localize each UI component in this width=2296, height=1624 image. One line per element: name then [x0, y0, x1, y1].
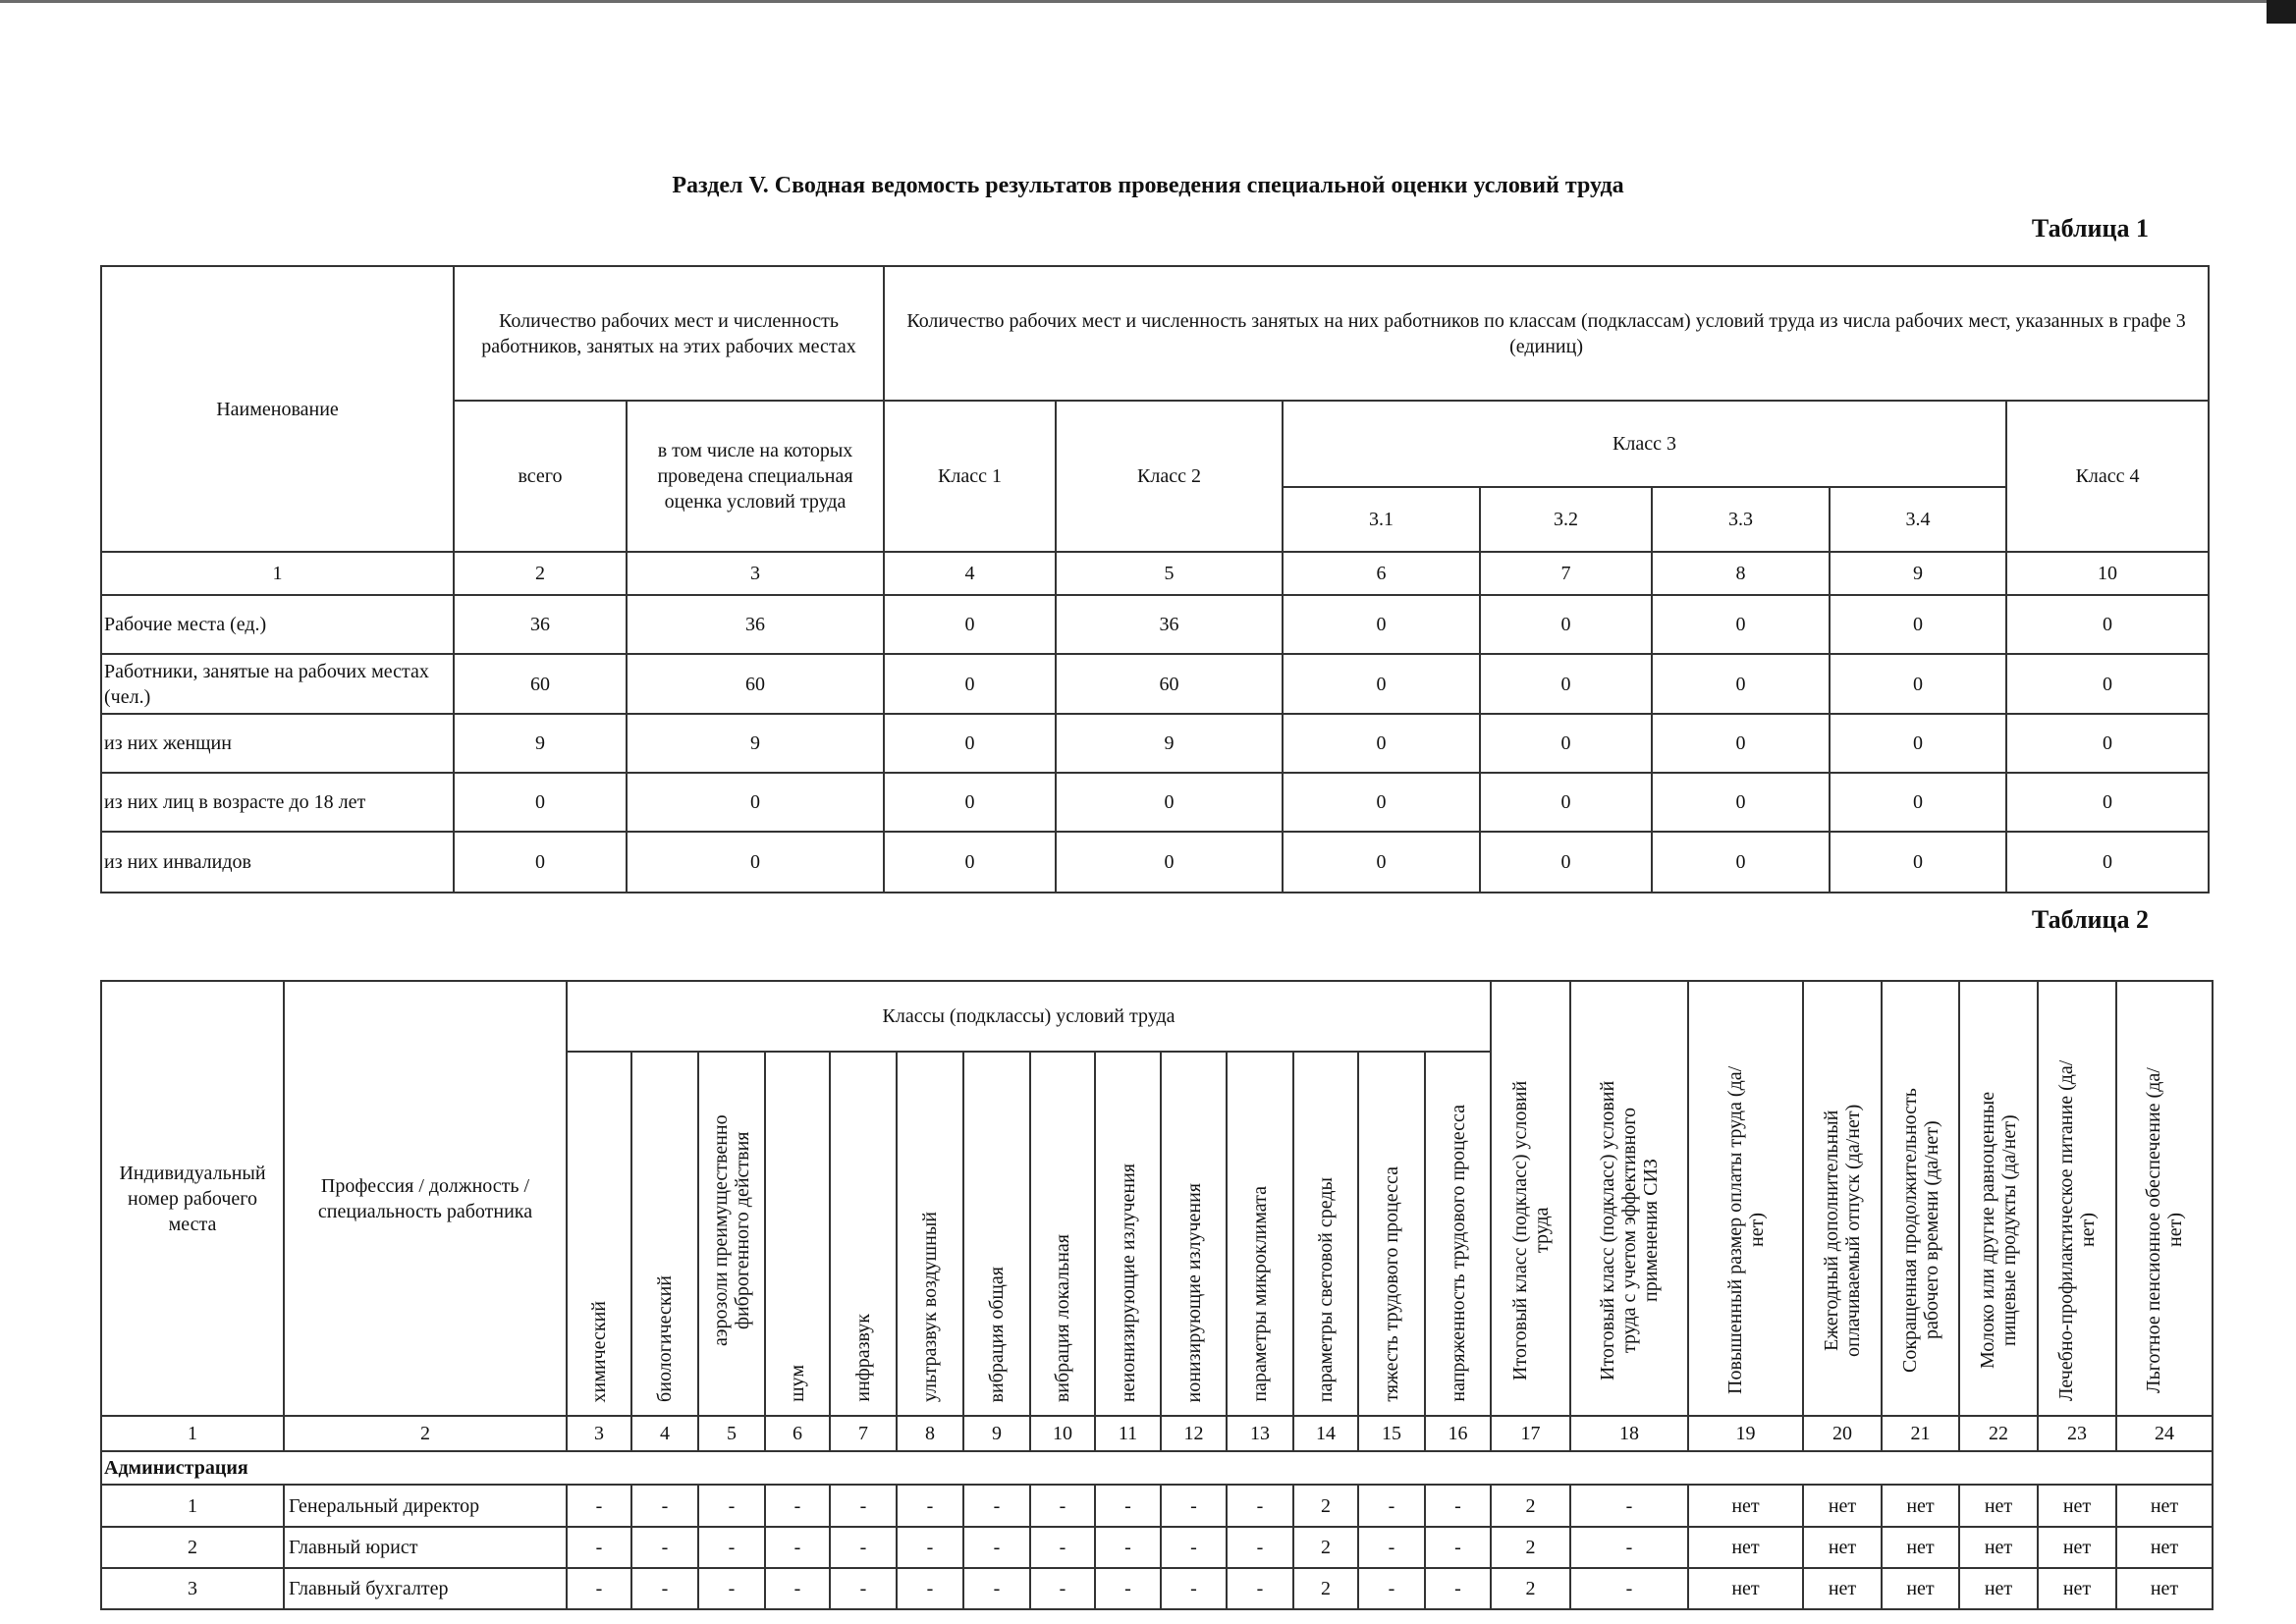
header-increased-pay: [1688, 981, 1803, 1416]
cell-value: -: [1358, 1527, 1425, 1568]
column-number: 21: [1882, 1416, 1959, 1451]
cell-value: нет: [1803, 1485, 1882, 1527]
cell-value: 2: [1491, 1485, 1570, 1527]
column-number: 9: [963, 1416, 1030, 1451]
cell-value: нет: [2038, 1527, 2116, 1568]
cell-value: 36: [454, 595, 627, 654]
row-label: из них лиц в возрасте до 18 лет: [101, 773, 454, 832]
cell-value: 2: [101, 1527, 284, 1568]
cell-value: нет: [2038, 1485, 2116, 1527]
column-number: 1: [101, 1416, 284, 1451]
cell-value: 0: [2006, 595, 2209, 654]
factor-label: неионизирующие излучения: [1117, 1163, 1139, 1402]
cell-value: 60: [1056, 654, 1283, 714]
cell-value: 0: [627, 832, 884, 893]
cell-value: нет: [2116, 1485, 2213, 1527]
header-factor: [1425, 1052, 1491, 1416]
cell-value: 0: [1480, 773, 1652, 832]
department-row: Администрация: [101, 1451, 2213, 1485]
factor-label: напряженность трудового процесса: [1447, 1105, 1469, 1402]
header-extra-leave: [1803, 981, 1882, 1416]
cell-value: -: [631, 1527, 698, 1568]
column-number: 17: [1491, 1416, 1570, 1451]
cell-value: нет: [1959, 1527, 2038, 1568]
factor-label: вибрация общая: [986, 1266, 1008, 1402]
cell-value: 0: [1283, 832, 1480, 893]
column-number: 22: [1959, 1416, 2038, 1451]
cell-value: -: [765, 1527, 830, 1568]
column-number: 4: [884, 552, 1056, 595]
column-number: 23: [2038, 1416, 2116, 1451]
header-total: всего: [454, 401, 627, 552]
header-reduced-hours-label: Сокращенная продолжительность рабочего времени (да/нет): [1898, 1088, 1942, 1373]
column-number: 12: [1161, 1416, 1227, 1451]
column-number: 15: [1358, 1416, 1425, 1451]
column-number: 14: [1293, 1416, 1358, 1451]
column-number: 13: [1227, 1416, 1293, 1451]
header-workplaces-group: Количество рабочих мест и численность работников, занятых на этих рабочих местах: [454, 266, 884, 401]
cell-value: -: [1030, 1485, 1095, 1527]
cell-value: 0: [1056, 773, 1283, 832]
cell-value: 0: [2006, 832, 2209, 893]
cell-value: -: [963, 1485, 1030, 1527]
header-class-2: Класс 2: [1056, 401, 1283, 552]
header-class-3: Класс 3: [1283, 401, 2006, 487]
position-name: Генеральный директор: [284, 1485, 567, 1527]
cell-value: -: [765, 1568, 830, 1609]
column-number: 7: [830, 1416, 897, 1451]
table-row: [101, 714, 2209, 773]
header-factor: [1227, 1052, 1293, 1416]
cell-value: 0: [1652, 595, 1830, 654]
header-pension-label: Льготное пенсионное обеспечение (да/нет): [2143, 1067, 2186, 1393]
cell-value: -: [963, 1568, 1030, 1609]
cell-value: 9: [454, 714, 627, 773]
cell-value: 2: [1293, 1485, 1358, 1527]
table-row: [101, 773, 2209, 832]
cell-value: 0: [2006, 773, 2209, 832]
row-label: из них инвалидов: [101, 832, 454, 893]
cell-value: -: [1095, 1485, 1161, 1527]
section-title: Раздел V. Сводная ведомость результатов проведения специальной оценки условий труда: [672, 173, 1624, 198]
cell-value: 0: [1652, 714, 1830, 773]
header-subclass-3-4: 3.4: [1830, 487, 2006, 552]
cell-value: -: [1161, 1485, 1227, 1527]
cell-value: -: [631, 1485, 698, 1527]
cell-value: -: [698, 1485, 765, 1527]
cell-value: 0: [1480, 832, 1652, 893]
cell-value: -: [830, 1527, 897, 1568]
cell-value: 2: [1293, 1527, 1358, 1568]
header-reduced-hours: [1882, 981, 1959, 1416]
column-number: 4: [631, 1416, 698, 1451]
cell-value: -: [1227, 1527, 1293, 1568]
header-subclass-3-2: 3.2: [1480, 487, 1652, 552]
header-increased-pay-label: Повышенный размер оплаты труда (да/нет): [1723, 1065, 1768, 1395]
cell-value: -: [1570, 1527, 1688, 1568]
cell-value: 2: [1491, 1527, 1570, 1568]
header-classes: Классы (подклассы) условий труда: [567, 981, 1491, 1052]
cell-value: 0: [1830, 654, 2006, 714]
cell-value: 0: [1480, 654, 1652, 714]
factor-label: тяжесть трудового процесса: [1381, 1166, 1402, 1402]
cell-value: 0: [1830, 832, 2006, 893]
cell-value: -: [897, 1568, 963, 1609]
header-final-class-ppe: [1570, 981, 1688, 1416]
position-name: Главный бухгалтер: [284, 1568, 567, 1609]
cell-value: 0: [1830, 773, 2006, 832]
header-factor: [1358, 1052, 1425, 1416]
header-milk-label: Молоко или другие равноценные пищевые продукты (да/нет): [1977, 1091, 2020, 1370]
column-number: 2: [454, 552, 627, 595]
table-row: [101, 1485, 2213, 1527]
cell-value: -: [963, 1527, 1030, 1568]
cell-value: 0: [454, 773, 627, 832]
table-row: [101, 595, 2209, 654]
cell-value: нет: [1959, 1568, 2038, 1609]
cell-value: 0: [884, 654, 1056, 714]
header-final-class-ppe-label: Итоговый класс (подкласс) условий труда с учетом эффективного применения СИЗ: [1597, 1080, 1662, 1380]
header-extra-leave-label: Ежегодный дополнительный оплачиваемый отпуск (да/нет): [1821, 1104, 1864, 1357]
factor-label: ионизирующие излучения: [1182, 1182, 1205, 1402]
cell-value: нет: [1688, 1527, 1803, 1568]
factor-label: ультразвук воздушный: [919, 1212, 941, 1402]
header-factor: [1293, 1052, 1358, 1416]
row-label: Рабочие места (ед.): [101, 595, 454, 654]
cell-value: -: [897, 1527, 963, 1568]
table-row: [101, 832, 2209, 893]
factor-label: биологический: [654, 1275, 676, 1402]
header-assessed: в том числе на которых проведена специальная оценка условий труда: [627, 401, 884, 552]
workplaces-table: [100, 980, 2214, 1610]
cell-value: -: [1095, 1527, 1161, 1568]
header-class-4: Класс 4: [2006, 401, 2209, 552]
cell-value: -: [1570, 1568, 1688, 1609]
header-subclass-3-1: 3.1: [1283, 487, 1480, 552]
cell-value: 0: [1652, 654, 1830, 714]
cell-value: -: [1030, 1527, 1095, 1568]
cell-value: -: [567, 1485, 631, 1527]
cell-value: 60: [454, 654, 627, 714]
scan-corner-mark: [2267, 0, 2296, 24]
cell-value: нет: [1882, 1568, 1959, 1609]
cell-value: 2: [1491, 1568, 1570, 1609]
factor-label: вибрация локальная: [1052, 1233, 1073, 1402]
column-number: 6: [1283, 552, 1480, 595]
header-factor: [963, 1052, 1030, 1416]
cell-value: 0: [1652, 773, 1830, 832]
cell-value: -: [830, 1568, 897, 1609]
column-numbers-row: [101, 1416, 2213, 1451]
header-factor: [1095, 1052, 1161, 1416]
cell-value: 0: [1830, 714, 2006, 773]
cell-value: нет: [2038, 1568, 2116, 1609]
cell-value: -: [567, 1527, 631, 1568]
cell-value: -: [897, 1485, 963, 1527]
column-number: 16: [1425, 1416, 1491, 1451]
column-numbers-row: [101, 552, 2209, 595]
cell-value: 3: [101, 1568, 284, 1609]
row-label: из них женщин: [101, 714, 454, 773]
cell-value: 60: [627, 654, 884, 714]
table1-caption: Таблица 1: [2031, 214, 2149, 243]
header-factor: [1030, 1052, 1095, 1416]
cell-value: 0: [1056, 832, 1283, 893]
cell-value: -: [1161, 1527, 1227, 1568]
cell-value: -: [1425, 1485, 1491, 1527]
cell-value: 2: [1293, 1568, 1358, 1609]
cell-value: нет: [1882, 1485, 1959, 1527]
column-number: 18: [1570, 1416, 1688, 1451]
header-factor: [765, 1052, 830, 1416]
cell-value: 0: [1480, 714, 1652, 773]
column-number: 5: [1056, 552, 1283, 595]
cell-value: -: [765, 1485, 830, 1527]
factor-label: инфразвук: [852, 1314, 874, 1402]
header-factor: [698, 1052, 765, 1416]
cell-value: 0: [1283, 773, 1480, 832]
header-therapeutic-food-label: Лечебно-профилактическое питание (да/нет): [2055, 1059, 2099, 1401]
header-milk: [1959, 981, 2038, 1416]
factor-label: химический: [588, 1300, 610, 1402]
position-name: Главный юрист: [284, 1527, 567, 1568]
column-number: 7: [1480, 552, 1652, 595]
cell-value: нет: [1688, 1568, 1803, 1609]
header-final-class-label: Итоговый класс (подкласс) условий труда: [1508, 1080, 1553, 1380]
cell-value: 0: [454, 832, 627, 893]
cell-value: -: [1030, 1568, 1095, 1609]
column-number: 3: [627, 552, 884, 595]
cell-value: 9: [1056, 714, 1283, 773]
cell-value: 9: [627, 714, 884, 773]
cell-value: -: [1161, 1568, 1227, 1609]
cell-value: -: [631, 1568, 698, 1609]
header-factor: [1161, 1052, 1227, 1416]
row-label: Работники, занятые на рабочих местах (чел.): [101, 654, 454, 714]
column-number: 10: [2006, 552, 2209, 595]
cell-value: -: [1227, 1568, 1293, 1609]
header-class-1: Класс 1: [884, 401, 1056, 552]
column-number: 8: [1652, 552, 1830, 595]
cell-value: нет: [2116, 1527, 2213, 1568]
factor-label: шум: [787, 1365, 808, 1402]
header-subclass-3-3: 3.3: [1652, 487, 1830, 552]
cell-value: 0: [1283, 595, 1480, 654]
cell-value: 0: [1283, 714, 1480, 773]
cell-value: нет: [2116, 1568, 2213, 1609]
header-profession: Профессия / должность / специальность работника: [284, 981, 567, 1416]
cell-value: -: [830, 1485, 897, 1527]
cell-value: -: [1570, 1485, 1688, 1527]
cell-value: 0: [884, 832, 1056, 893]
summary-table: [100, 265, 2210, 893]
header-therapeutic-food: [2038, 981, 2116, 1416]
cell-value: -: [1358, 1568, 1425, 1609]
header-name: Наименование: [101, 266, 454, 552]
cell-value: 0: [2006, 714, 2209, 773]
scan-top-edge: [0, 0, 2296, 3]
column-number: 9: [1830, 552, 2006, 595]
header-factor: [631, 1052, 698, 1416]
factor-label: параметры микроклимата: [1249, 1186, 1271, 1402]
column-number: 19: [1688, 1416, 1803, 1451]
header-classes-group: Количество рабочих мест и численность занятых на них работников по классам (подклассам) условий труда из числа рабочих мест, указанных в графе 3 (единиц): [884, 266, 2209, 401]
table2-caption: Таблица 2: [2031, 905, 2149, 934]
cell-value: -: [698, 1568, 765, 1609]
cell-value: 0: [1283, 654, 1480, 714]
cell-value: нет: [1803, 1527, 1882, 1568]
column-number: 10: [1030, 1416, 1095, 1451]
cell-value: 1: [101, 1485, 284, 1527]
header-factor: [897, 1052, 963, 1416]
cell-value: нет: [1688, 1485, 1803, 1527]
cell-value: -: [1425, 1568, 1491, 1609]
header-factor: [567, 1052, 631, 1416]
cell-value: -: [698, 1527, 765, 1568]
table-row: [101, 1568, 2213, 1609]
header-workplace-id: Индивидуальный номер рабочего места: [101, 981, 284, 1416]
column-number: 6: [765, 1416, 830, 1451]
column-number: 8: [897, 1416, 963, 1451]
cell-value: -: [1227, 1485, 1293, 1527]
header-pension: [2116, 981, 2213, 1416]
factor-label: параметры световой среды: [1315, 1176, 1337, 1402]
cell-value: -: [567, 1568, 631, 1609]
cell-value: 0: [1830, 595, 2006, 654]
header-final-class: [1491, 981, 1570, 1416]
column-number: 11: [1095, 1416, 1161, 1451]
cell-value: 0: [1652, 832, 1830, 893]
cell-value: 0: [2006, 654, 2209, 714]
cell-value: 0: [1480, 595, 1652, 654]
cell-value: нет: [1959, 1485, 2038, 1527]
column-number: 24: [2116, 1416, 2213, 1451]
cell-value: 36: [1056, 595, 1283, 654]
column-number: 5: [698, 1416, 765, 1451]
cell-value: нет: [1882, 1527, 1959, 1568]
cell-value: 36: [627, 595, 884, 654]
column-number: 2: [284, 1416, 567, 1451]
cell-value: 0: [884, 595, 1056, 654]
cell-value: -: [1095, 1568, 1161, 1609]
cell-value: нет: [1803, 1568, 1882, 1609]
column-number: 20: [1803, 1416, 1882, 1451]
cell-value: 0: [884, 773, 1056, 832]
cell-value: 0: [884, 714, 1056, 773]
cell-value: -: [1425, 1527, 1491, 1568]
table-row: [101, 654, 2209, 714]
column-number: 1: [101, 552, 454, 595]
column-number: 3: [567, 1416, 631, 1451]
factor-label: аэрозоли преимущественно фиброгенного действия: [710, 1114, 753, 1346]
cell-value: 0: [627, 773, 884, 832]
header-factor: [830, 1052, 897, 1416]
cell-value: -: [1358, 1485, 1425, 1527]
table-row: [101, 1527, 2213, 1568]
